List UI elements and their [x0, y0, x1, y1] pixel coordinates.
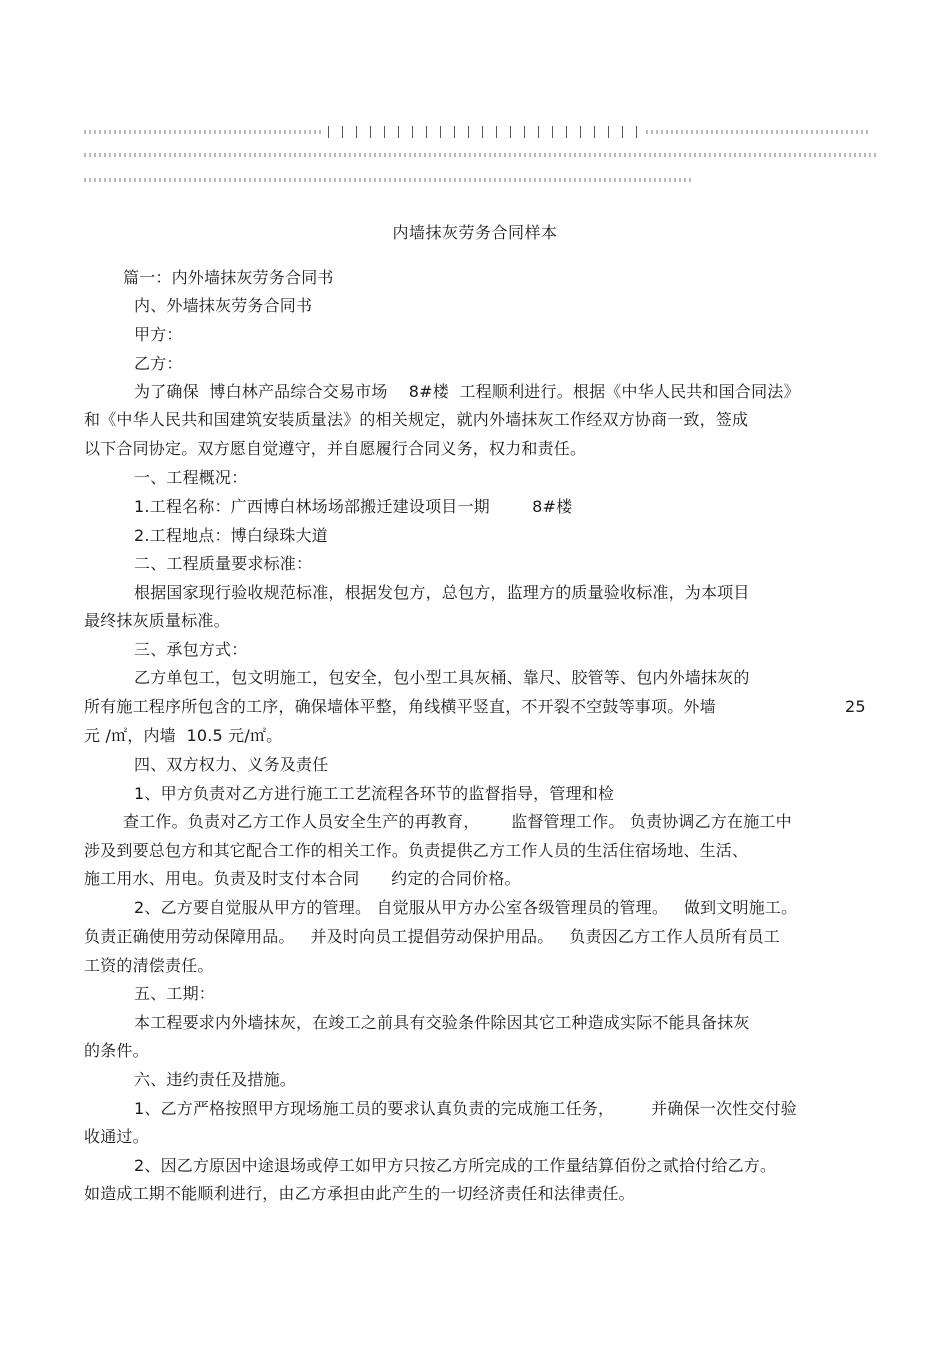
noise-line	[84, 130, 324, 134]
section-heading: 三、承包方式：	[134, 640, 248, 659]
list-item: 1.工程名称：广西博白林场场部搬迁建设项目一期 8#楼	[134, 497, 573, 516]
price-value: 25	[845, 697, 866, 716]
paragraph-line: 负责正确使用劳动保障用品。 并及时向员工提倡劳动保护用品。 负责因乙方工作人员所有员工	[84, 927, 780, 946]
paragraph-line: 根据国家现行验收规范标准，根据发包方，总包方，监理方的质量验收标准，为本项目	[134, 583, 750, 602]
paragraph-line: 2、乙方要自觉服从甲方的管理。 自觉服从甲方办公室各级管理员的管理。 做到文明施工。	[134, 898, 798, 917]
paragraph-line: 乙方单包工，包文明施工，包安全，包小型工具灰桶、靠尺、胶管等、包内外墙抹灰的	[134, 668, 750, 687]
paragraph-line: 最终抹灰质量标准。	[84, 611, 230, 630]
paragraph-line: 所有施工程序所包含的工序，确保墙体平整，角线横平竖直，不开裂不空鼓等事项。外墙	[84, 697, 716, 716]
section-heading: 篇一：内外墙抹灰劳务合同书	[123, 268, 334, 287]
paragraph-line: 和《中华人民共和国建筑安装质量法》的相关规定，就内外墙抹灰工作经双方协商一致，签成	[84, 410, 749, 429]
party-b-label: 乙方：	[134, 354, 183, 373]
paragraph-line: 元 /㎡，内墙 10.5 元/㎡。	[84, 726, 283, 745]
paragraph-line: 1、乙方严格按照甲方现场施工员的要求认真负责的完成施工任务， 并确保一次性交付验	[134, 1099, 797, 1118]
paragraph-line: 施工用水、用电。负责及时支付本合同 约定的合同价格。	[84, 869, 521, 888]
section-heading: 一、工程概况：	[134, 468, 248, 487]
paragraph-line: 以下合同协定。双方愿自觉遵守，并自愿履行合同义务，权力和责任。	[84, 439, 587, 458]
noise-line	[328, 126, 644, 138]
paragraph-line: 查工作。负责对乙方工作人员安全生产的再教育， 监督管理工作。 负责协调乙方在施工中	[123, 812, 792, 831]
paragraph-line: 如造成工期不能顺利进行，由乙方承担由此产生的一切经济责任和法律责任。	[84, 1184, 635, 1203]
paragraph-line: 为了确保 博白林产品综合交易市场 8#楼 工程顺利进行。根据《中华人民共和国合同法》	[134, 382, 800, 401]
document-title: 内墙抹灰劳务合同样本	[392, 223, 558, 242]
section-heading: 二、工程质量要求标准：	[134, 554, 313, 573]
section-heading: 四、双方权力、义务及责任	[134, 755, 329, 774]
party-a-label: 甲方：	[134, 325, 183, 344]
list-item: 2.工程地点：博白绿珠大道	[134, 526, 328, 545]
section-heading: 六、违约责任及措施。	[134, 1070, 297, 1089]
section-heading: 五、工期：	[134, 984, 216, 1003]
noise-line	[84, 153, 876, 157]
paragraph-line: 2、因乙方原因中途退场或停工如甲方只按乙方所完成的工作量结算佰份之贰拾付给乙方。	[134, 1156, 777, 1175]
paragraph-line: 收通过。	[84, 1127, 149, 1146]
noise-line	[84, 178, 694, 182]
paragraph-line: 本工程要求内外墙抹灰，在竣工之前具有交验条件除因其它工种造成实际不能具备抹灰	[134, 1013, 750, 1032]
paragraph-line: 的条件。	[84, 1041, 149, 1060]
paragraph-line: 1、甲方负责对乙方进行施工工艺流程各环节的监督指导，管理和检	[134, 784, 615, 803]
contract-name: 内、外墙抹灰劳务合同书	[134, 296, 313, 315]
paragraph-line: 涉及到要总包方和其它配合工作的相关工作。负责提供乙方工作人员的生活住宿场地、生活、	[84, 841, 749, 860]
paragraph-line: 工资的清偿责任。	[84, 956, 214, 975]
noise-line	[646, 130, 868, 134]
